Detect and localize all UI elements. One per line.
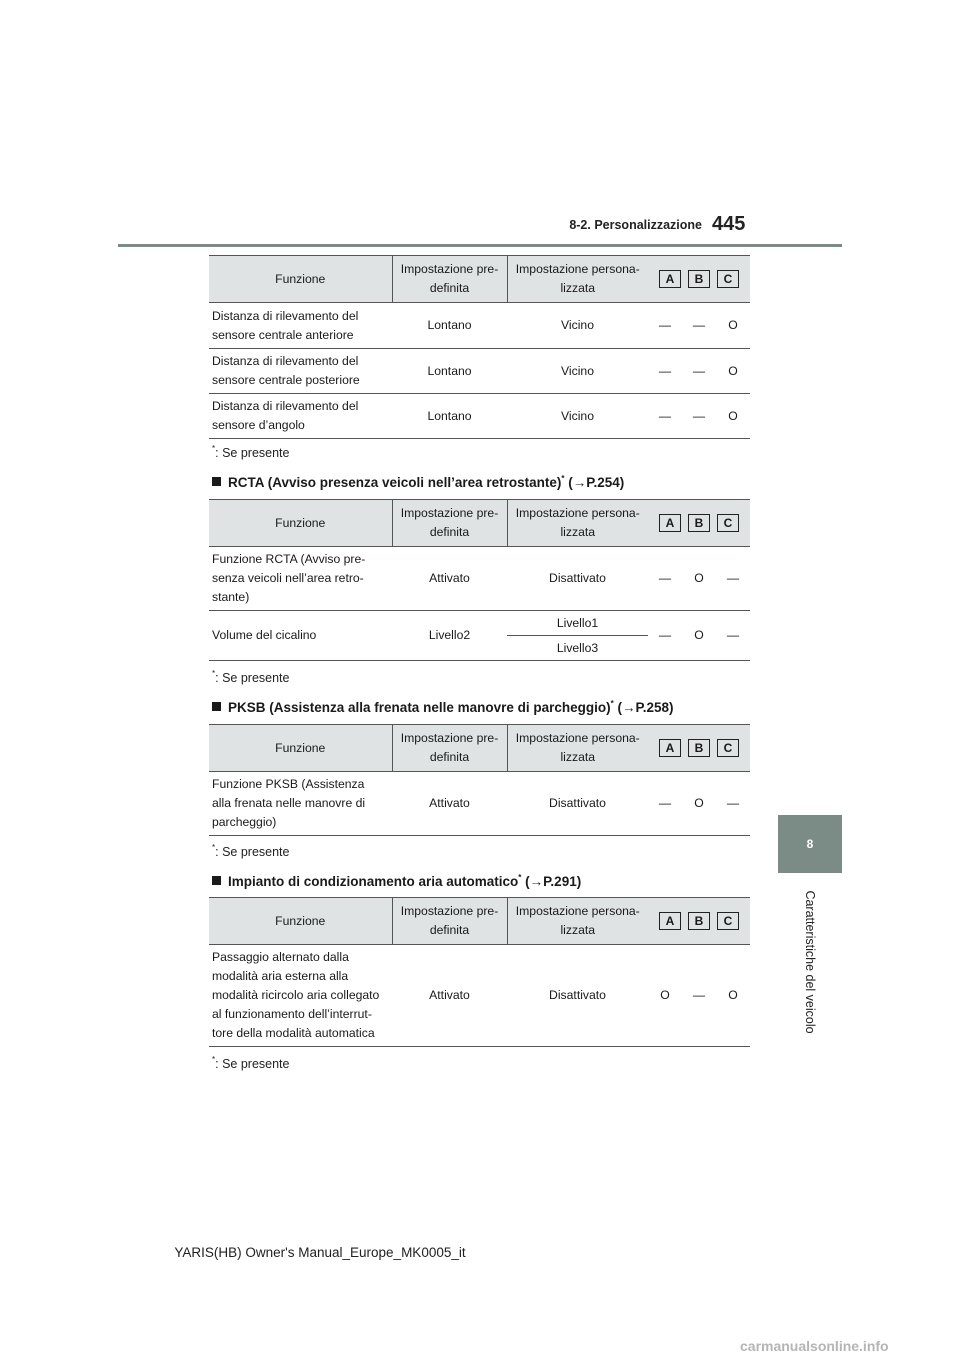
section-heading-rcta: RCTA (Avviso presenza veicoli nell’area retrostante)* (→P.254) <box>212 474 624 490</box>
custom-cell: Disattivato <box>507 945 648 1047</box>
custom-cell: Livello1 <box>507 611 648 636</box>
col-b-cell: — <box>682 349 716 394</box>
pksb-table <box>209 724 750 836</box>
header-default: Impostazione pre- definita <box>392 500 507 547</box>
default-cell: Attivato <box>392 945 507 1047</box>
footnote: *: Se presente <box>212 843 290 859</box>
col-c-cell: — <box>716 547 750 611</box>
col-c-cell: O <box>716 945 750 1047</box>
function-cell: Passaggio alternato dalla modalità aria esterna alla modalità ricircolo aria collegato al funzionamento dell’interrut- tore della modalità automatica <box>209 945 392 1047</box>
header-abc <box>648 256 750 303</box>
chapter-tab <box>778 815 842 873</box>
function-cell: Funzione PKSB (Assistenza alla frenata nelle manovre di parcheggio) <box>209 772 392 836</box>
table-row <box>209 394 750 439</box>
col-c-cell: O <box>716 349 750 394</box>
col-b-label: B <box>688 270 710 288</box>
square-bullet-icon <box>212 876 221 885</box>
table-header-row <box>209 725 750 772</box>
col-a-cell: — <box>648 547 682 611</box>
custom-cell: Vicino <box>507 394 648 439</box>
col-a-cell: — <box>648 349 682 394</box>
header-abc: A B C <box>648 500 750 547</box>
col-a-cell: — <box>648 611 682 661</box>
header-custom: Impostazione persona- lizzata <box>507 725 648 772</box>
header-default: Impostazione pre- definita <box>392 256 507 303</box>
table-header-row <box>209 898 750 945</box>
table-row <box>209 945 750 1047</box>
chapter-title-text: Caratteristiche del veicolo <box>803 890 817 1034</box>
col-c-cell: — <box>716 611 750 661</box>
table-row <box>209 772 750 836</box>
col-b-cell: O <box>682 611 716 661</box>
section-heading-ac: Impianto di condizionamento aria automatico* (→P.291) <box>212 873 581 889</box>
default-cell: Lontano <box>392 303 507 349</box>
sensor-distance-table <box>209 255 750 439</box>
col-b-cell: O <box>682 547 716 611</box>
ac-table <box>209 897 750 1047</box>
table-row <box>209 349 750 394</box>
chapter-number: 8 <box>806 837 814 851</box>
col-a-cell: — <box>648 772 682 836</box>
header-function: Funzione <box>209 256 392 303</box>
header-custom: Impostazione persona- lizzata <box>507 898 648 945</box>
watermark: carmanualsonline.info <box>740 1338 889 1354</box>
default-cell: Attivato <box>392 547 507 611</box>
col-a-cell: O <box>648 945 682 1047</box>
col-a-cell: — <box>648 394 682 439</box>
col-a-label: A <box>659 270 681 288</box>
section-heading-pksb: PKSB (Assistenza alla frenata nelle manovre di parcheggio)* (→P.258) <box>212 699 674 715</box>
col-c-label: C <box>717 270 739 288</box>
function-cell: Volume del cicalino <box>209 611 392 661</box>
table-row <box>209 303 750 349</box>
header-function: Funzione <box>209 725 392 772</box>
col-a-cell: — <box>648 303 682 349</box>
rcta-table <box>209 499 750 661</box>
custom-cell: Vicino <box>507 349 648 394</box>
header-abc: A B C <box>648 898 750 945</box>
document-footer: YARIS(HB) Owner's Manual_Europe_MK0005_it <box>174 1245 466 1260</box>
square-bullet-icon <box>212 702 221 711</box>
default-cell: Attivato <box>392 772 507 836</box>
col-c-cell: — <box>716 772 750 836</box>
table-header-row <box>209 256 750 303</box>
page-number: 445 <box>712 213 746 235</box>
custom-cell: Disattivato <box>507 772 648 836</box>
footnote: *: Se presente <box>212 669 290 685</box>
col-b-cell: — <box>682 303 716 349</box>
footnote: *: Se presente <box>212 444 290 460</box>
default-cell: Lontano <box>392 394 507 439</box>
col-b-cell: O <box>682 772 716 836</box>
header-default: Impostazione pre- definita <box>392 898 507 945</box>
header-function: Funzione <box>209 500 392 547</box>
header-function: Funzione <box>209 898 392 945</box>
default-cell: Livello2 <box>392 611 507 661</box>
table-header-row <box>209 500 750 547</box>
custom-cell: Disattivato <box>507 547 648 611</box>
col-c-cell: O <box>716 303 750 349</box>
header-custom: Impostazione persona- lizzata <box>507 256 648 303</box>
header-default: Impostazione pre- definita <box>392 725 507 772</box>
custom-cell: Vicino <box>507 303 648 349</box>
function-cell: Distanza di rilevamento del sensore d’angolo <box>209 394 392 439</box>
header-custom: Impostazione persona- lizzata <box>507 500 648 547</box>
header-abc: A B C <box>648 725 750 772</box>
default-cell: Lontano <box>392 349 507 394</box>
function-cell: Funzione RCTA (Avviso pre- senza veicoli nell’area retro- stante) <box>209 547 392 611</box>
function-cell: Distanza di rilevamento del sensore centrale anteriore <box>209 303 392 349</box>
col-c-cell: O <box>716 394 750 439</box>
square-bullet-icon <box>212 477 221 486</box>
running-header-section: 8-2. Personalizzazione <box>569 218 702 232</box>
custom-cell: Livello3 <box>507 636 648 661</box>
col-b-cell: — <box>682 394 716 439</box>
header-rule <box>118 244 842 247</box>
col-b-cell: — <box>682 945 716 1047</box>
table-row <box>209 547 750 611</box>
table-row <box>209 611 750 636</box>
function-cell: Distanza di rilevamento del sensore centrale posteriore <box>209 349 392 394</box>
footnote: *: Se presente <box>212 1055 290 1071</box>
